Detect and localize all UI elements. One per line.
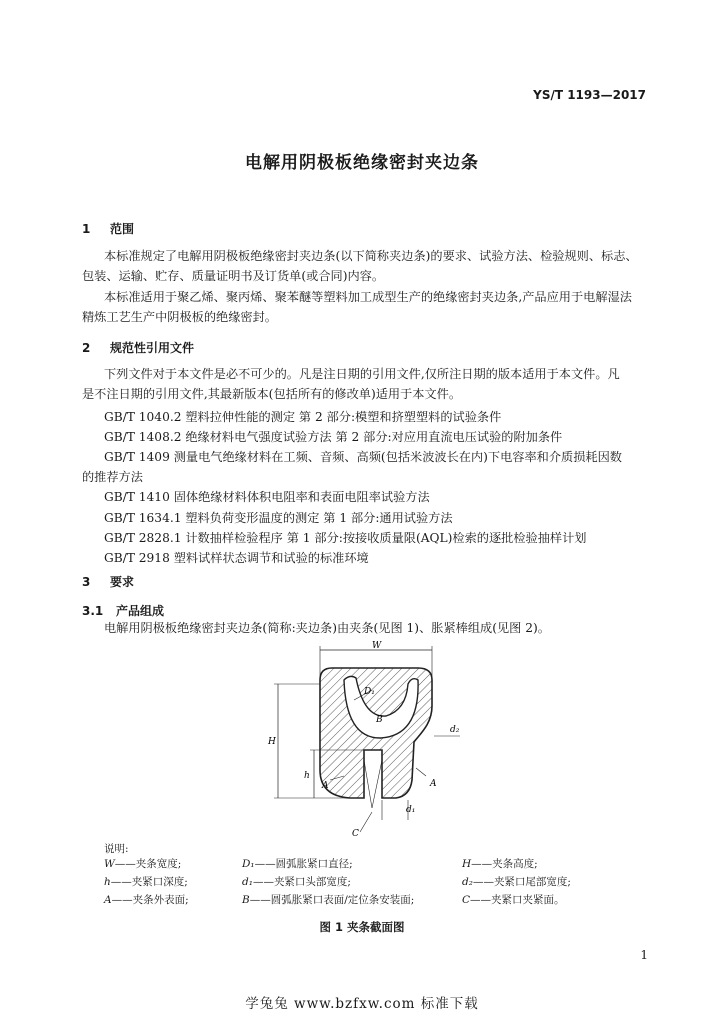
section-number: 1 [82,222,91,236]
paragraph-line: 电解用阴极板绝缘密封夹边条(简称:夹边条)由夹条(见图 1)、胀紧棒组成(见图 2)。 [104,621,550,635]
paragraph-line: 是不注日期的引用文件,其最新版本(包括所有的修改单)适用于本文件。 [82,387,462,401]
subsection-3-1-heading [82,602,164,619]
legend-item [242,892,414,907]
legend-item [242,856,353,871]
legend-item [462,874,571,889]
legend-desc: ——夹紧口深度; [110,876,188,888]
section-title: 规范性引用文件 [110,341,195,355]
legend-symbol: C [462,894,471,906]
reference-item: GB/T 1408.2 绝缘材料电气强度试验方法 第 2 部分:对应用直流电压试验的附加条件 [104,430,563,444]
label-C: C [352,829,359,839]
legend-item [242,874,351,889]
reference-item: GB/T 1410 固体绝缘材料体积电阻率和表面电阻率试验方法 [104,490,430,504]
legend-item [462,892,565,907]
figure-caption: 图 1 夹条截面图 [319,920,405,934]
label-d1: d₁ [406,805,416,815]
section-title: 范围 [110,222,135,236]
reference-item: GB/T 1634.1 塑料负荷变形温度的测定 第 1 部分:通用试验方法 [104,511,453,525]
document-title: 电解用阴极板绝缘密封夹边条 [245,153,479,173]
reference-item: GB/T 1040.2 塑料拉伸性能的测定 第 2 部分:模塑和挤塑塑料的试验条件 [104,410,502,424]
legend-symbol: D₁ [242,858,255,870]
paragraph-line: 下列文件对于本文件是必不可少的。凡是注日期的引用文件,仅所注日期的版本适用于本文件。凡 [104,367,620,381]
label-A-right: A [430,779,437,789]
paragraph-line: 精炼工艺生产中阴极板的绝缘密封。 [82,310,277,324]
reference-item: GB/T 2828.1 计数抽样检验程序 第 1 部分:按接收质量限(AQL)检索的逐批检验抽样计划 [104,531,587,545]
section-2-heading [82,339,194,356]
label-B: B [376,715,383,725]
paragraph-line: 包装、运输、贮存、质量证明书及订货单(或合同)内容。 [82,269,385,283]
legend-desc: ——夹条高度; [471,858,538,870]
legend-item [104,856,181,871]
standard-number: YS/T 1193—2017 [533,88,646,102]
legend-desc: ——夹紧口头部宽度; [252,876,351,888]
paragraph-line: 本标准规定了电解用阴极板绝缘密封夹边条(以下简称夹边条)的要求、试验方法、检验规则、标志、 [104,249,638,263]
reference-item: GB/T 2918 塑料试样状态调节和试验的标准环境 [104,551,369,565]
section-1-heading [82,220,134,237]
legend-symbol: W [104,858,115,870]
section-title: 要求 [110,575,135,589]
reference-item: GB/T 1409 测量电气绝缘材料在工频、音频、高频(包括米波波长在内)下电容率和介质损耗因数 [104,450,622,464]
legend-symbol: H [462,858,472,870]
legend-symbol: B [242,894,250,906]
paragraph-line: 本标准适用于聚乙烯、聚丙烯、聚苯醚等塑料加工成型生产的绝缘密封夹边条,产品应用于电解湿法 [104,290,632,304]
reference-item: 的推荐方法 [82,470,143,484]
section-number: 3 [82,575,91,589]
label-W: W [372,641,382,651]
subsection-title: 产品组成 [116,604,165,618]
footer-watermark: 学兔兔 www.bzfxw.com 标准下载 [245,996,479,1012]
clip-cross-section-figure [260,640,480,840]
label-d2: d₂ [450,725,460,735]
legend-desc: ——圆弧胀紧口直径; [254,858,353,870]
legend-desc: ——夹条宽度; [114,858,182,870]
legend-desc: ——夹条外表面; [111,894,189,906]
legend-item [462,856,538,871]
legend-symbol: d₁ [242,876,253,888]
page-number: 1 [640,948,648,962]
label-D1: D₁ [364,687,375,697]
label-H: H [268,737,276,747]
subsection-number: 3.1 [82,604,104,618]
legend-item [104,892,189,907]
legend-item [104,874,188,889]
legend-symbol: A [104,894,112,906]
legend-desc: ——夹紧口尾部宽度; [472,876,571,888]
legend-symbol: h [104,876,111,888]
legend-desc: ——圆弧胀紧口表面/定位条安装面; [249,894,415,906]
legend-title: 说明: [104,843,129,855]
section-3-heading [82,573,134,590]
label-h: h [304,771,310,781]
label-A-left: A [322,781,329,791]
legend-symbol: d₂ [462,876,473,888]
section-number: 2 [82,341,91,355]
legend-desc: ——夹紧口夹紧面。 [470,894,565,906]
